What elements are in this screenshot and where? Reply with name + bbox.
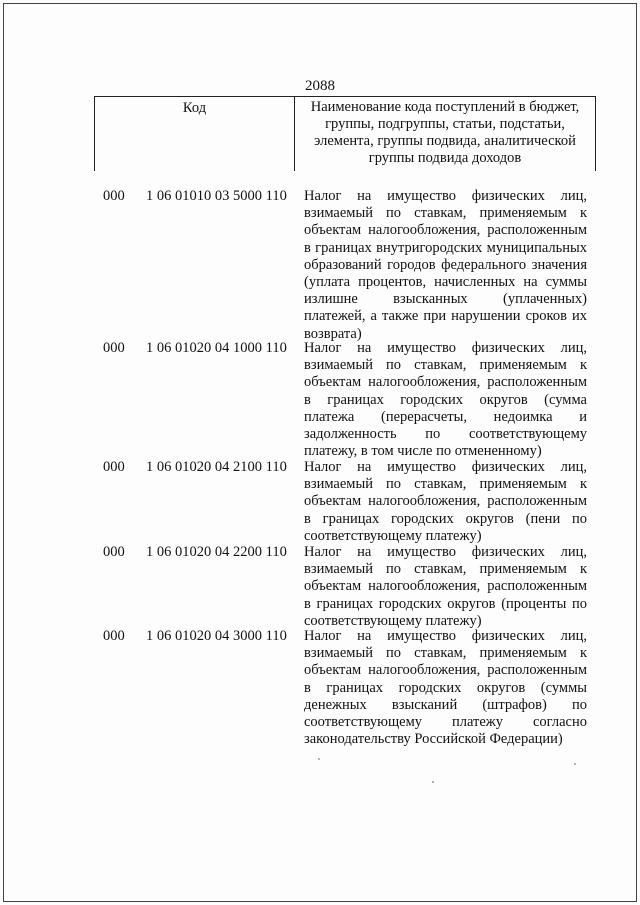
row-description: Налог на имущество физических лиц, взимаемый по ставкам, применяемым к объектам налогообложения, расположенным в границах городских округов (суммы денежных взысканий (штрафов) по соответствующему платежу согласно законодательству Российской Федерации) <box>304 628 587 748</box>
row-admin-code: 000 <box>103 340 125 356</box>
scan-speck <box>574 763 576 765</box>
page-number: 2088 <box>305 78 335 94</box>
row-description: Налог на имущество физических лиц, взимаемый по ставкам, применяемым к объектам налогообложения, расположенным в границах городских округов (пени по соответствующему платежу) <box>304 459 587 544</box>
row-admin-code: 000 <box>103 628 125 644</box>
row-budget-code: 1 06 01020 04 3000 110 <box>146 628 287 644</box>
row-budget-code: 1 06 01020 04 2100 110 <box>146 459 287 475</box>
header-code-label: Код <box>95 97 295 171</box>
table-header <box>94 96 596 171</box>
row-admin-code: 000 <box>103 544 125 560</box>
scan-speck <box>318 758 320 760</box>
row-budget-code: 1 06 01020 04 2200 110 <box>146 544 287 560</box>
row-budget-code: 1 06 01020 04 1000 110 <box>146 340 287 356</box>
row-budget-code: 1 06 01010 03 5000 110 <box>146 188 287 204</box>
row-description: Налог на имущество физических лиц, взимаемый по ставкам, применяемым к объектам налогообложения, расположенным в границах городских округов (проценты по соответствующему платежу) <box>304 544 587 629</box>
row-description: Налог на имущество физических лиц, взимаемый по ставкам, применяемым к объектам налогообложения, расположенным в границах городских округов (сумма платежа (перерасчеты, недоимка и задолженность по соответствующему платежу, в том числе по отмененному) <box>304 340 587 460</box>
row-admin-code: 000 <box>103 459 125 475</box>
header-name-label: Наименование кода поступлений в бюджет, группы, подгруппы, статьи, подстатьи, элемента, группы подвида, аналитической группы подвида доходов <box>310 99 580 166</box>
row-admin-code: 000 <box>103 188 125 204</box>
scan-speck <box>432 781 434 783</box>
row-description: Налог на имущество физических лиц, взимаемый по ставкам, применяемым к объектам налогообложения, расположенным в границах внутригородских муниципальных образований городов федерального значения (уплата процентов, начисленных на суммы излишне взысканных (уплаченных) платежей, а также при нарушении сроков их возврата) <box>304 188 587 342</box>
